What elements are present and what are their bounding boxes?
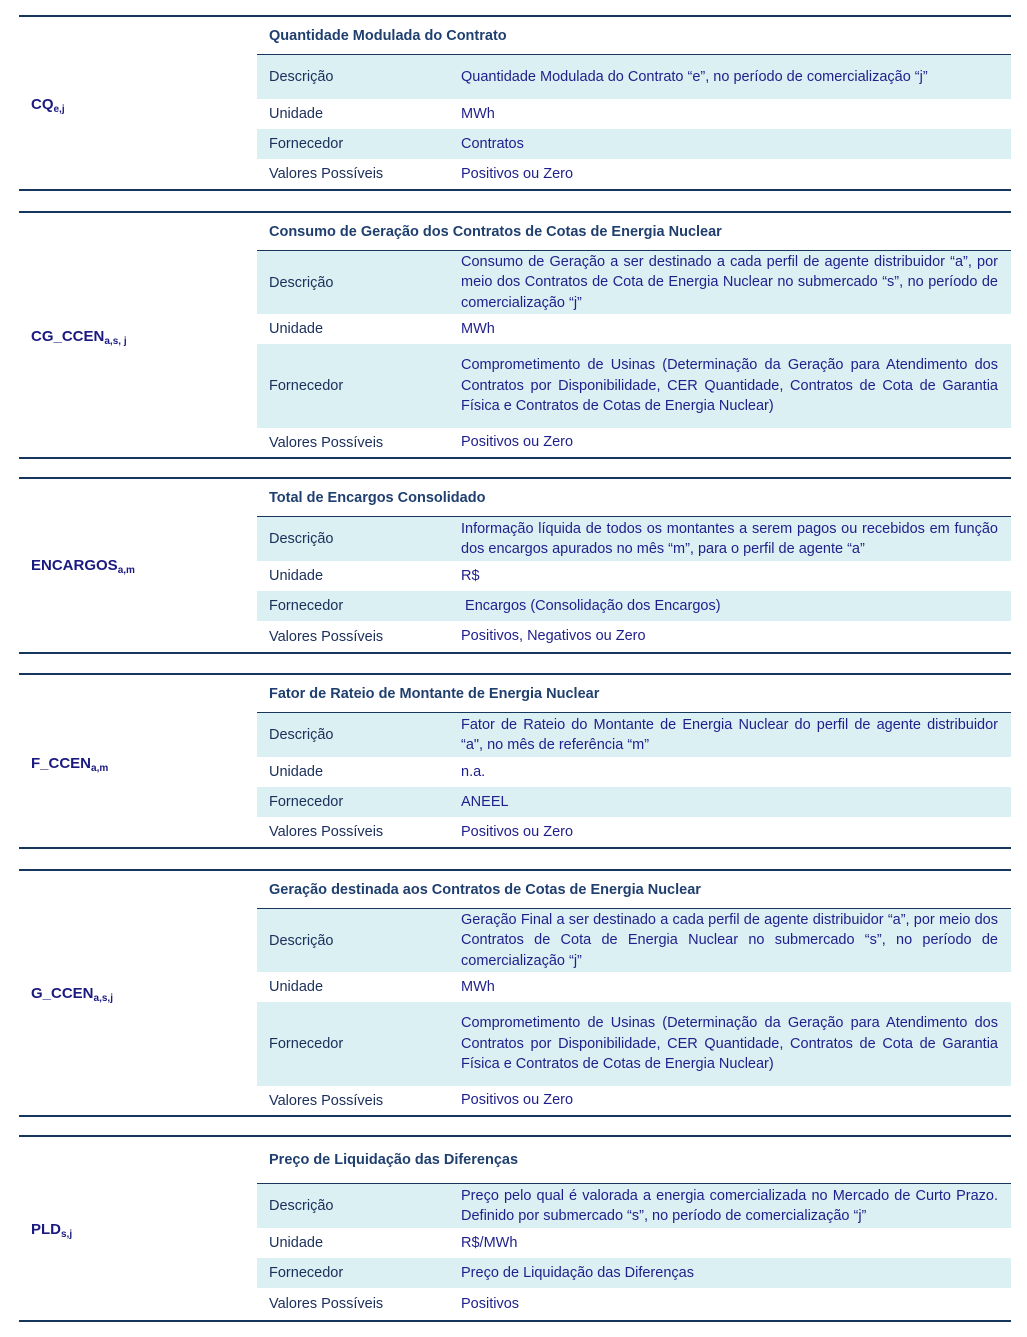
row-label: Valores Possíveis <box>269 1296 384 1312</box>
unit-row <box>257 314 1011 344</box>
row-value: Preço de Liquidação das Diferenças <box>461 1264 694 1281</box>
row-value: ANEEL <box>461 793 509 810</box>
row-label: Unidade <box>269 979 324 995</box>
row-value: n.a. <box>461 763 486 780</box>
field-title: Consumo de Geração dos Contratos de Cotas de Energia Nuclear <box>269 223 722 240</box>
row-label: Descrição <box>269 69 334 85</box>
possible-values-row <box>257 817 1011 847</box>
description-row <box>257 712 1011 757</box>
field-block <box>19 477 1011 654</box>
unit-row <box>257 972 1011 1002</box>
field-code: $ENCARGOS_{a,m}$ <box>31 557 135 576</box>
row-label: Fornecedor <box>269 794 344 810</box>
row-label: Unidade <box>269 106 324 122</box>
row-label: Valores Possíveis <box>269 166 384 182</box>
row-value: Geração Final a ser destinado a cada perfil de agente distribuidor “a”, por meio dos Contratos de Cota de Energia Nuclear no submercado “s”, no período de comercialização “j” <box>461 911 998 969</box>
field-title: Total de Encargos Consolidado <box>269 489 486 506</box>
row-value: Fator de Rateio do Montante de Energia Nuclear do perfil de agente distribuidor “a", no mês de referência “m” <box>461 716 998 753</box>
unit-row <box>257 99 1011 129</box>
row-label: Unidade <box>269 321 324 337</box>
unit-row <box>257 561 1011 591</box>
row-value: MWh <box>461 320 495 337</box>
row-label: Descrição <box>269 727 334 743</box>
row-value: Positivos ou Zero <box>461 434 574 451</box>
provider-row <box>257 1002 1011 1086</box>
row-label: Unidade <box>269 764 324 780</box>
possible-values-row <box>257 621 1011 652</box>
row-value: Quantidade Modulada do Contrato “e”, no período de comercialização “j” <box>461 68 928 85</box>
field-block <box>19 15 1011 191</box>
unit-row <box>257 1228 1011 1258</box>
provider-row <box>257 1258 1011 1288</box>
field-code: $PLD_{s,j}$ <box>31 1221 73 1240</box>
possible-values-row <box>257 1288 1011 1320</box>
row-value: Preço pelo qual é valorada a energia comercializada no Mercado de Curto Prazo. Definido por submercado “s”, no período de comercialização “j” <box>461 1187 998 1224</box>
field-title: Fator de Rateio de Montante de Energia Nuclear <box>269 685 600 702</box>
field-block <box>19 869 1011 1117</box>
provider-row <box>257 591 1011 621</box>
unit-row <box>257 757 1011 787</box>
field-block <box>19 673 1011 849</box>
row-label: Unidade <box>269 568 324 584</box>
row-label: Descrição <box>269 1198 334 1214</box>
row-value: Informação líquida de todos os montantes a serem pagos ou recebidos em função dos encargos apurados no mês “m”, para o perfil de agente “a” <box>461 520 998 557</box>
row-label: Valores Possíveis <box>269 824 384 840</box>
row-label: Descrição <box>269 274 334 291</box>
field-code: $CG\_CCEN_{a,s, j}$ <box>31 328 127 347</box>
row-value: Positivos ou Zero <box>461 1092 574 1109</box>
description-row <box>257 516 1011 561</box>
field-title: Quantidade Modulada do Contrato <box>269 27 507 44</box>
row-value: Positivos, Negativos ou Zero <box>461 628 646 645</box>
row-value: Comprometimento de Usinas (Determinação da Geração para Atendimento dos Contratos por Disponibilidade, CER Quantidade, Contratos de Cota de Garantia Física e Contratos de Cotas de Energia Nuclear) <box>461 357 998 415</box>
row-value: Consumo de Geração a ser destinado a cada perfil de agente distribuidor “a”, por meio dos Contratos de Cota de Energia Nuclear no submercado “s”, no período de comercialização “j” <box>461 253 998 311</box>
row-label: Unidade <box>269 1235 324 1251</box>
field-code: $CQ_{e,j}$ <box>31 96 65 115</box>
row-label: Fornecedor <box>269 378 344 394</box>
row-label: Fornecedor <box>269 598 344 614</box>
row-label: Fornecedor <box>269 1036 344 1052</box>
description-row <box>257 54 1011 99</box>
row-label: Descrição <box>269 932 334 949</box>
description-row <box>257 1183 1011 1228</box>
possible-values-row <box>257 428 1011 457</box>
description-row <box>257 250 1011 314</box>
description-row <box>257 908 1011 972</box>
row-value: Encargos (Consolidação dos Encargos) <box>461 597 721 614</box>
field-title: Preço de Liquidação das Diferenças <box>269 1152 519 1168</box>
provider-row <box>257 344 1011 428</box>
row-value: R$ <box>461 567 480 584</box>
row-value: Positivos ou Zero <box>461 823 574 840</box>
possible-values-row <box>257 1086 1011 1115</box>
field-code: $F\_CCEN_{a,m}$ <box>31 755 109 774</box>
row-label: Fornecedor <box>269 1265 344 1281</box>
row-label: Valores Possíveis <box>269 1092 384 1109</box>
row-value: Positivos ou Zero <box>461 165 574 182</box>
row-label: Descrição <box>269 531 334 547</box>
row-value: R$/MWh <box>461 1234 518 1251</box>
row-value: Positivos <box>461 1295 520 1312</box>
field-code: $G\_CCEN_{a,s,j}$ <box>31 985 113 1004</box>
row-value: Comprometimento de Usinas (Determinação da Geração para Atendimento dos Contratos por Disponibilidade, CER Quantidade, Contratos de Cota de Garantia Física e Contratos de Cotas de Energia Nuclear) <box>461 1015 998 1073</box>
field-block <box>19 211 1011 459</box>
row-value: Contratos <box>461 135 524 152</box>
possible-values-row <box>257 159 1011 189</box>
row-value: MWh <box>461 105 495 122</box>
row-label: Fornecedor <box>269 136 344 152</box>
field-title: Geração destinada aos Contratos de Cotas de Energia Nuclear <box>269 881 701 898</box>
field-block <box>19 1135 1011 1322</box>
provider-row <box>257 787 1011 817</box>
row-label: Valores Possíveis <box>269 434 384 451</box>
provider-row <box>257 129 1011 159</box>
row-value: MWh <box>461 978 495 995</box>
row-label: Valores Possíveis <box>269 628 384 645</box>
